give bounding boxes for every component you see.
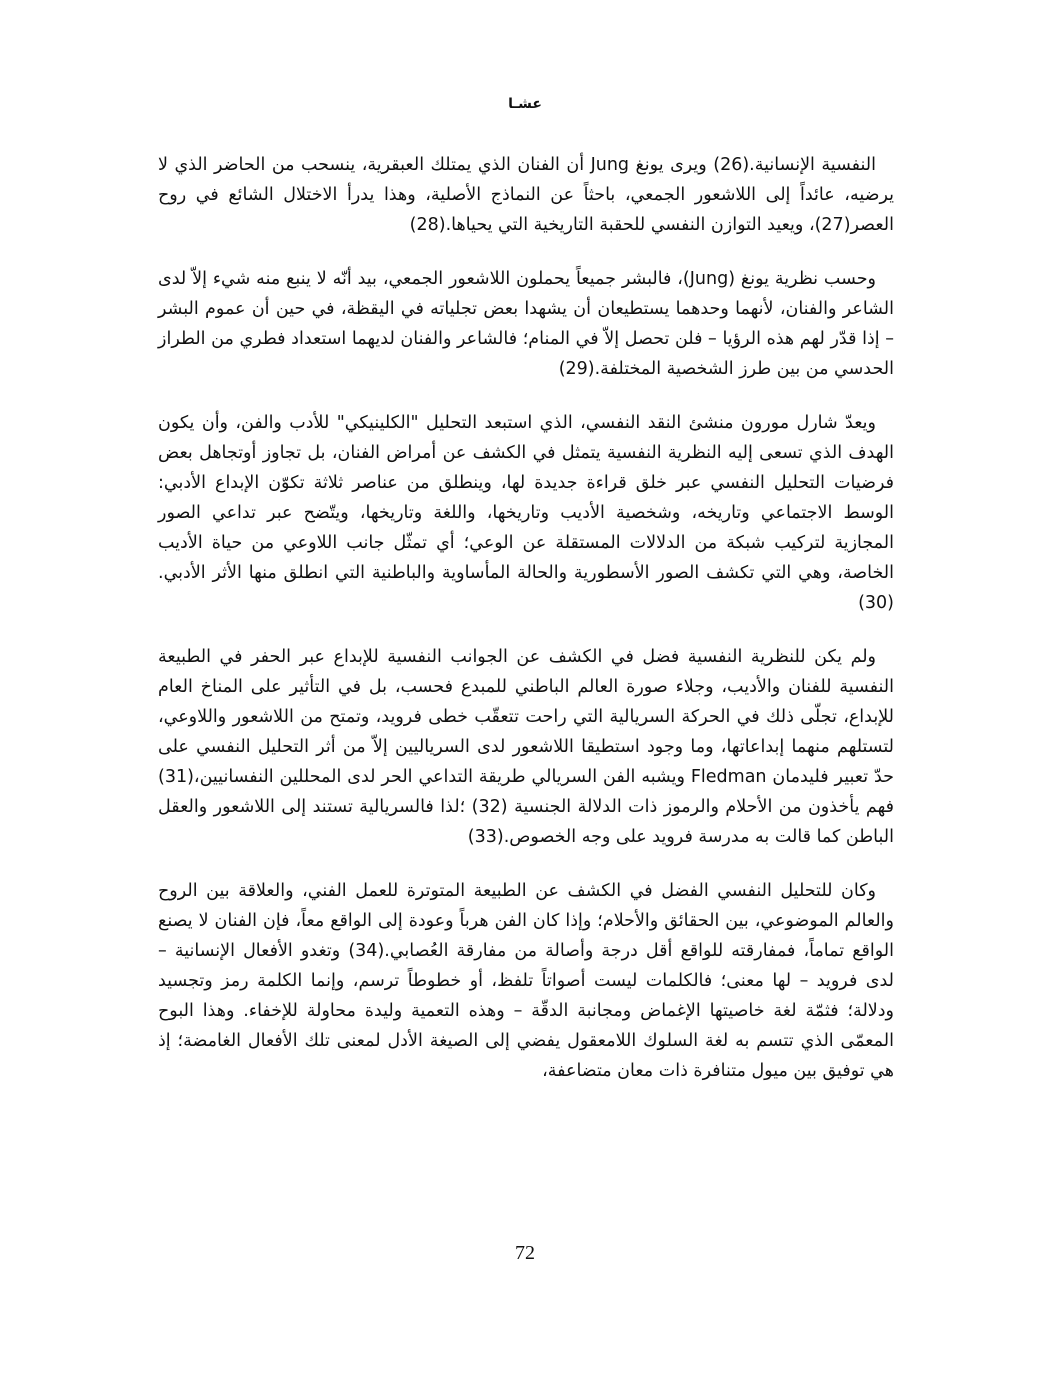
page-number: 72	[515, 1242, 535, 1264]
paragraph-4: ولم يكن للنظرية النفسية فضل في الكشف عن الجوانب النفسية للإبداع عبر الحفر في الطبيعة النفسية للفنان والأديب، وجلاء صورة العالم الباطني للمبدع فحسب، بل في التأثير على المناخ العام للإبداع، تجلّى ذلك في الحركة السريالية التي راحت تتعقّب خطى فرويد، وتمتح من اللاشعور واللاوعي، لتستلهم منهما إبداعاتها، وما وجود استطيقا اللاشعور لدى السرياليين إلاّ من أثر التحليل النفسي على حدّ تعبير فليدمان Fledman ويشبه الفن السريالي طريقة التداعي الحر لدى المحللين النفسانيين،(31) فهم يأخذون من الأحلام والرموز ذات الدلالة الجنسية (32) ؛لذا فالسريالية تستند إلى اللاشعور والعقل الباطن كما قالت به مدرسة فرويد على وجه الخصوص.(33)	[158, 647, 895, 847]
running-head: عشـا	[508, 96, 542, 112]
paragraph-1: النفسية الإنسانية.(26) ويرى يونغ Jung أن الفنان الذي يمتلك العبقرية، ينسحب من الحاضر الذي لا يرضيه، عائداً إلى اللاشعور الجمعي، باحثاً عن النماذج الأصلية، وهذا يدرأ الاختلال الشائع في روح العصر(27)، ويعيد التوازن النفسي للحقبة التاريخية التي يحياها.(28)	[158, 155, 894, 235]
paragraph-2: وحسب نظرية يونغ (Jung)، فالبشر جميعاً يحملون اللاشعور الجمعي، بيد أنّه لا ينبع منه شيء إلاّ لدى الشاعر والفنان، لأنهما وحدهما يستطيعان أن يشهدا بعض تجلياته في اليقظة، في حين أن عموم البشر – إذا قدّر لهم هذه الرؤيا – فلن تحصل إلاّ في المنام؛ فالشاعر والفنان لديهما استعداد فطري من الطراز الحدسي من بين طرز الشخصية المختلفة.(29)	[158, 269, 894, 379]
paragraph-3: ويعدّ شارل مورون منشئ النقد النفسي، الذي استبعد التحليل "الكلينيكي" للأدب والفن، وأن يكون الهدف الذي تسعى إليه النظرية النفسية يتمثل في الكشف عن أمراض الفنان، بل تجاوز أوتجاهل بعض فرضيات التحليل النفسي عبر خلق قراءة جديدة لها، وينطلق من عناصر ثلاثة تكوّن الإبداع الأدبي: الوسط الاجتماعي وتاريخه، وشخصية الأديب وتاريخها، واللغة وتاريخها، ويتّضح عبر تداعي الصور المجازية لتركيب شبكة من الدلالات المستقلة عن الوعي؛ أي تمثّل جانب اللاوعي من حياة الأديب الخاصة، وهي التي تكشف الصور الأسطورية والحالة المأساوية والباطنية التي انطلق منها الأثر الأدبي.(30)	[158, 413, 894, 613]
paragraph-5: وكان للتحليل النفسي الفضل في الكشف عن الطبيعة المتوترة للعمل الفني، والعلاقة بين الروح والعالم الموضوعي، بين الحقائق والأحلام؛ وإذا كان الفن هرباً وعودة إلى الواقع معاً، فإن الفنان لا يصنع الواقع تماماً، فمفارقته للواقع أقل درجة وأصالة من مفارقة العُصابي.(34) وتغدو الأفعال الإنسانية – لدى فرويد – لها معنى؛ فالكلمات ليست أصواتاً تلفظ، أو خطوطاً ترسم، وإنما الكلمة رمز وتجسيد ودلالة؛ فثمّة لغة خاصيتها الإغماض ومجانبة الدقّة – وهذه التعمية وليدة محاولة للإخفاء. وهذا البوح المعمّى الذي تتسم به لغة السلوك اللامعقول يفضي إلى الصيغة الأدل لمعنى تلك الأفعال الغامضة؛ إذ هي توفيق بين ميول متنافرة ذات معان متضاعفة،	[158, 881, 894, 1081]
body-text	[158, 150, 894, 1110]
